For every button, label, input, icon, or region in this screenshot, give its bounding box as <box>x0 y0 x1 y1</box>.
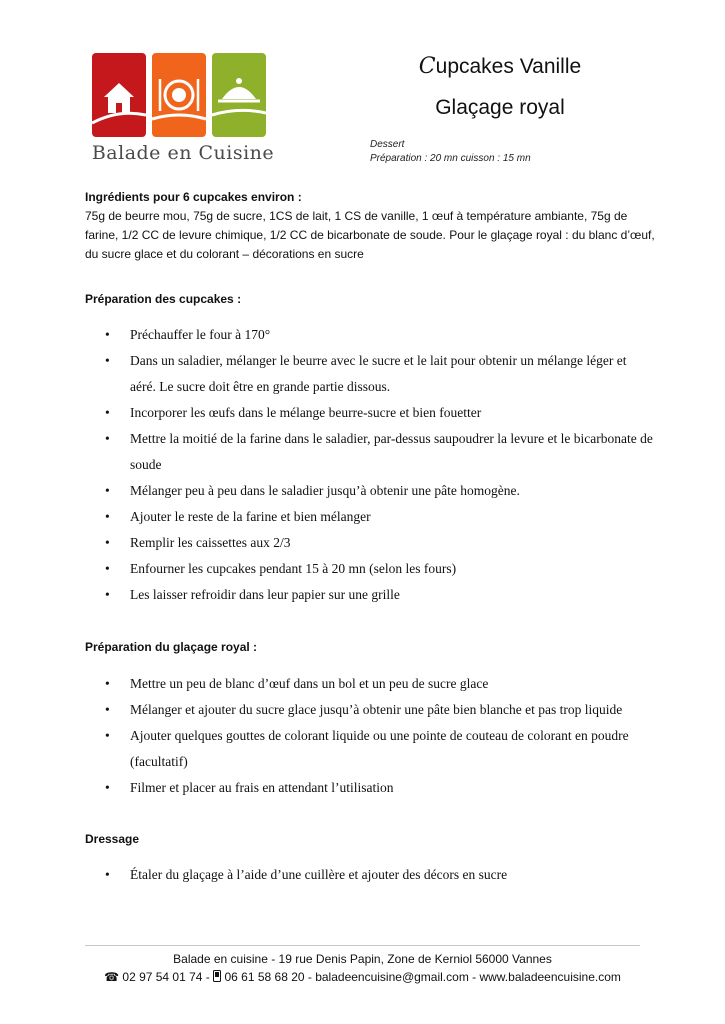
glacage-steps <box>85 671 655 801</box>
list-item: • Remplir les caissettes aux 2/3 <box>85 530 655 556</box>
list-item: • Filmer et placer au frais en attendant l’utilisation <box>85 775 655 801</box>
list-item: • Ajouter le reste de la farine et bien mélanger <box>85 504 655 530</box>
list-item: • Ajouter quelques gouttes de colorant liquide ou une pointe de couteau de colorant en poudre (facultatif) <box>85 723 655 775</box>
list-item: • Préchauffer le four à 170° <box>85 322 655 348</box>
recipe-title-block <box>370 52 630 122</box>
glacage-heading: Préparation du glaçage royal : <box>85 640 258 654</box>
recipe-category: Dessert <box>370 139 405 150</box>
title-rest: upcakes Vanille <box>435 55 582 78</box>
logo-tile-plate <box>152 53 206 137</box>
plate-icon <box>152 53 206 137</box>
bullet-icon: • <box>105 431 110 446</box>
house-icon <box>92 53 146 137</box>
bullet-icon: • <box>105 780 110 795</box>
list-item: • Mélanger peu à peu dans le saladier jusqu’à obtenir une pâte homogène. <box>85 478 655 504</box>
bullet-icon: • <box>105 702 110 717</box>
recipe-times: Préparation : 20 mn cuisson : 15 mn <box>370 153 531 164</box>
footer-phone: 02 97 54 01 74 - <box>122 970 214 984</box>
logo-tile-house <box>92 53 146 137</box>
bullet-icon: • <box>105 676 110 691</box>
bullet-icon: • <box>105 587 110 602</box>
bullet-icon: • <box>105 509 110 524</box>
ingredients-text: 75g de beurre mou, 75g de sucre, 1CS de lait, 1 CS de vanille, 1 œuf à température ambiante, 75g de farine, 1/2 CC de levure chimique, 1/2 CC de bicarbonate de soude. Pour le glaçage royal : du blanc d’œuf, du sucre glace et du colorant – décorations en sucre <box>85 209 655 261</box>
logo <box>88 50 278 170</box>
recipe-subtitle: Glaçage royal <box>435 96 565 119</box>
footer-divider <box>85 945 640 946</box>
cloche-icon <box>212 53 266 137</box>
bullet-icon: • <box>105 483 110 498</box>
list-item: • Incorporer les œufs dans le mélange beurre-sucre et bien fouetter <box>85 400 655 426</box>
footer-contact <box>85 968 640 986</box>
bullet-icon: • <box>105 405 110 420</box>
bullet-icon: • <box>105 728 110 743</box>
bullet-icon: • <box>105 867 110 882</box>
recipe-meta <box>370 138 531 166</box>
logo-text: Balade en Cuisine <box>91 142 275 164</box>
bullet-icon: • <box>105 327 110 342</box>
list-item: • Dans un saladier, mélanger le beurre avec le sucre et le lait pour obtenir un mélange léger et aéré. Le sucre doit être en grande partie dissous. <box>85 348 655 400</box>
recipe-title <box>370 52 630 82</box>
list-item: • Mettre la moitié de la farine dans le saladier, par-dessus saupoudrer la levure et le bicarbonate de soude <box>85 426 655 478</box>
list-item: • Étaler du glaçage à l’aide d’une cuillère et ajouter des décors en sucre <box>85 862 655 888</box>
bullet-icon: • <box>105 353 110 368</box>
title-initial: C <box>418 54 436 79</box>
bullet-icon: • <box>105 535 110 550</box>
list-item: • Les laisser refroidir dans leur papier sur une grille <box>85 582 655 608</box>
logo-tile-cloche <box>212 53 266 137</box>
mobile-phone-icon <box>213 970 221 982</box>
dressage-steps <box>85 862 655 888</box>
ingredients-heading: Ingrédients pour 6 cupcakes environ : <box>85 190 302 204</box>
cupcakes-heading: Préparation des cupcakes : <box>85 292 242 306</box>
dressage-heading: Dressage <box>85 832 140 846</box>
footer <box>85 950 640 986</box>
list-item: • Mettre un peu de blanc d’œuf dans un bol et un peu de sucre glace <box>85 671 655 697</box>
ingredients-section <box>85 188 655 264</box>
phone-icon: ☎ <box>104 970 120 984</box>
list-item: • Mélanger et ajouter du sucre glace jusqu’à obtenir une pâte bien blanche et pas trop liquide <box>85 697 655 723</box>
list-item: • Enfourner les cupcakes pendant 15 à 20 mn (selon les fours) <box>85 556 655 582</box>
cupcakes-steps <box>85 322 655 608</box>
footer-mobile-contact: 06 61 58 68 20 - baladeencuisine@gmail.com - www.baladeencuisine.com <box>221 970 621 984</box>
footer-address: Balade en cuisine - 19 rue Denis Papin, Zone de Kerniol 56000 Vannes <box>173 952 552 966</box>
bullet-icon: • <box>105 561 110 576</box>
